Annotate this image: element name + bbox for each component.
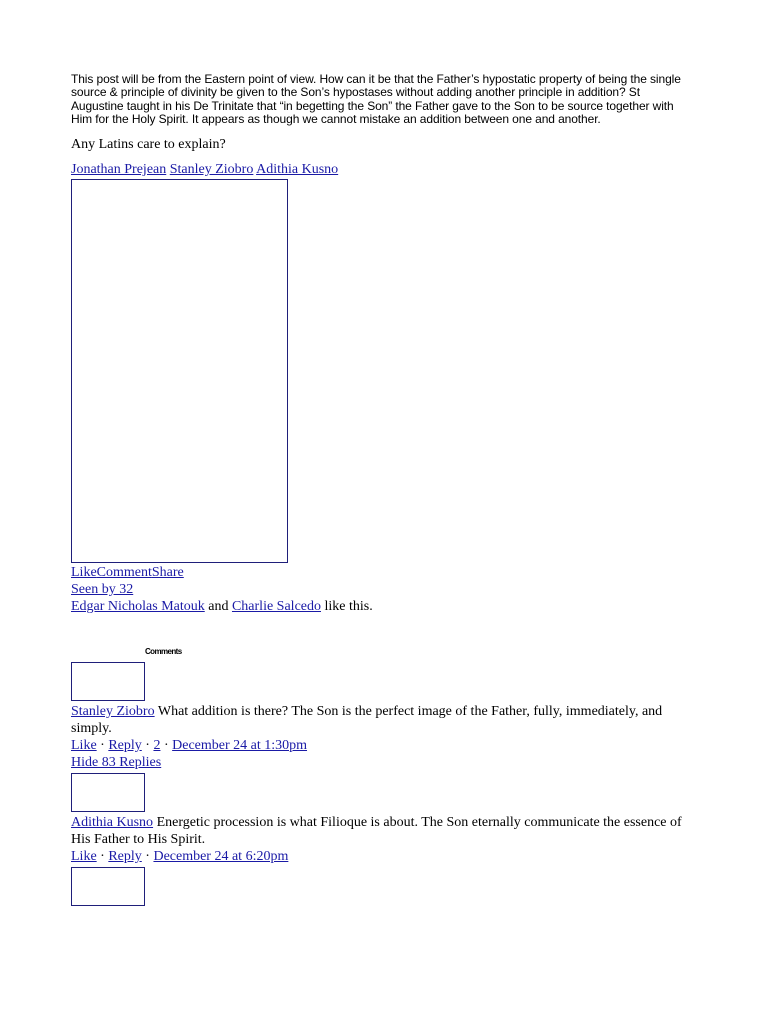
- comments-heading: Comments: [145, 646, 182, 656]
- comment-text: Energetic procession is what Filioque is about. The Son eternally communicate the essence of His Father to His Spirit.: [71, 814, 682, 847]
- tag-jonathan-prejean[interactable]: Jonathan Prejean: [71, 161, 167, 177]
- post-question: Any Latins care to explain?: [71, 136, 226, 152]
- comment-timestamp[interactable]: December 24 at 1:30pm: [172, 737, 308, 753]
- hide-replies-link[interactable]: Hide 83 Replies: [71, 754, 162, 770]
- avatar[interactable]: [71, 773, 145, 812]
- avatar[interactable]: [71, 662, 145, 701]
- seen-by-link[interactable]: Seen by 32: [71, 581, 134, 597]
- liker-edgar-nicholas-matouk[interactable]: Edgar Nicholas Matouk: [71, 598, 205, 614]
- likes-and: and: [208, 598, 229, 614]
- comment-item: [71, 703, 691, 737]
- comment-reply-button[interactable]: Reply: [108, 848, 142, 864]
- avatar[interactable]: [71, 867, 145, 906]
- post-actions: [71, 564, 691, 581]
- comment-author[interactable]: Stanley Ziobro: [71, 703, 155, 719]
- separator: ·: [100, 848, 105, 864]
- comment-like-count[interactable]: 2: [153, 737, 161, 753]
- comment-author[interactable]: Adithia Kusno: [71, 814, 154, 830]
- likes-summary: [71, 598, 691, 615]
- likes-suffix: like this.: [324, 598, 373, 614]
- comment-text: What addition is there? The Son is the perfect image of the Father, fully, immediately, and simply.: [71, 703, 663, 736]
- comment-meta: [71, 848, 691, 865]
- separator: ·: [163, 737, 169, 753]
- tagged-people: [71, 161, 691, 178]
- post-body: This post will be from the Eastern point of view. How can it be that the Father’s hypostatic property of being the single source & principle of divinity be given to the Son’s hypostases without adding another principle in addition? St Augustine taught in his De Trinitate that “in begetting the Son” the Father gave to the Son to be source together with Him for the Holy Spirit. It appears as though we cannot mistake an addition between one and another.: [71, 72, 681, 127]
- comment-item: [71, 814, 691, 848]
- comment-timestamp[interactable]: December 24 at 6:20pm: [153, 848, 289, 864]
- tag-adithia-kusno[interactable]: Adithia Kusno: [256, 161, 339, 177]
- comment-meta: [71, 737, 691, 754]
- liker-charlie-salcedo[interactable]: Charlie Salcedo: [231, 598, 321, 614]
- comment-like-button[interactable]: Like: [71, 737, 97, 753]
- post-container: [71, 73, 691, 906]
- replies-toggle-row: [71, 754, 691, 771]
- seen-by: [71, 581, 691, 598]
- comment-reply-button[interactable]: Reply: [108, 737, 142, 753]
- comment-button[interactable]: Comment: [96, 564, 152, 580]
- separator: ·: [100, 737, 105, 753]
- like-button[interactable]: Like: [71, 564, 97, 580]
- separator: ·: [145, 737, 150, 753]
- post-photo[interactable]: [71, 179, 288, 563]
- separator: ·: [145, 848, 150, 864]
- share-button[interactable]: Share: [151, 564, 184, 580]
- comment-like-button[interactable]: Like: [71, 848, 97, 864]
- tag-stanley-ziobro[interactable]: Stanley Ziobro: [169, 161, 254, 177]
